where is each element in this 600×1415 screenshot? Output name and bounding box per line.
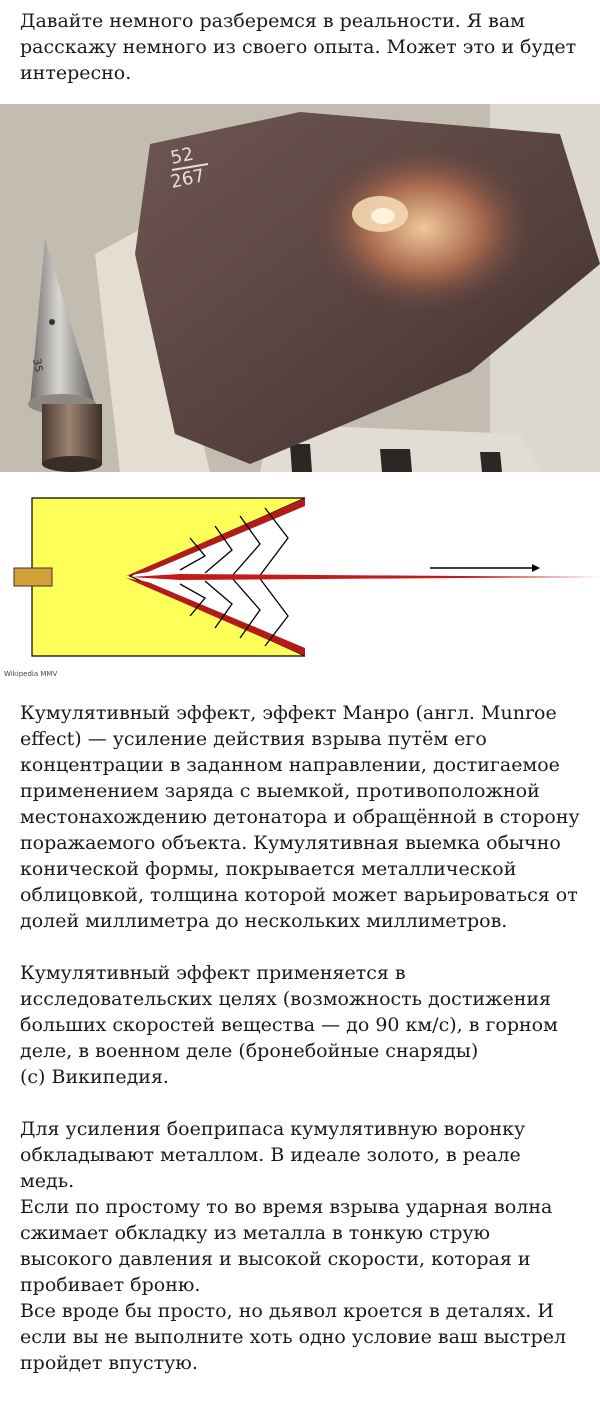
paragraph: Для усиления боеприпаса кумулятивную воронку обкладывают металлом. В идеале золото, в реале медь. Если по простому то во время взрыва ударная волна сжимает обкладку из металла в тонкую струю высокого давления и высокой скорости, которая и пробивает броню. Все вроде бы просто, но дьявол кроется в деталях. И если вы не выполните хоть одно условие ваш выстрел пройдет впустую.	[20, 1118, 567, 1374]
paragraph: Кумулятивный эффект применяется в исследовательских целях (возможность достижения больших скоростей вещества — до 90 км/с), в горном деле, в военном деле (бронебойные снаряды) (с) Википедия.	[20, 962, 558, 1088]
diagram-credit: Wikipedia MMV	[4, 670, 58, 678]
detonator	[14, 568, 52, 586]
cone-marking: 35	[30, 357, 46, 374]
shaped-charge-diagram	[0, 478, 600, 688]
block-marking-bottom: 267	[168, 165, 207, 193]
block-marking-top: 52	[168, 143, 196, 169]
article-body	[0, 700, 600, 1376]
armor-block-photo	[0, 104, 600, 472]
paragraph: Кумулятивный эффект, эффект Манро (англ. Munroe effect) — усиление действия взрыва путём его концентрации в заданном направлении, достигаемое применением заряда с выемкой, противоположной местонахождению детонатора и обращённой в сторону поражаемого объекта. Кумулятивная выемка обычно конической формы, покрывается металлической облицовкой, толщина которой может варьироваться от долей миллиметра до нескольких миллиметров.	[20, 702, 580, 932]
intro-text: Давайте немного разберемся в реальности. Я вам расскажу немного из своего опыта. Может это и будет интересно.	[20, 10, 577, 84]
cumulative-jet	[130, 574, 600, 580]
